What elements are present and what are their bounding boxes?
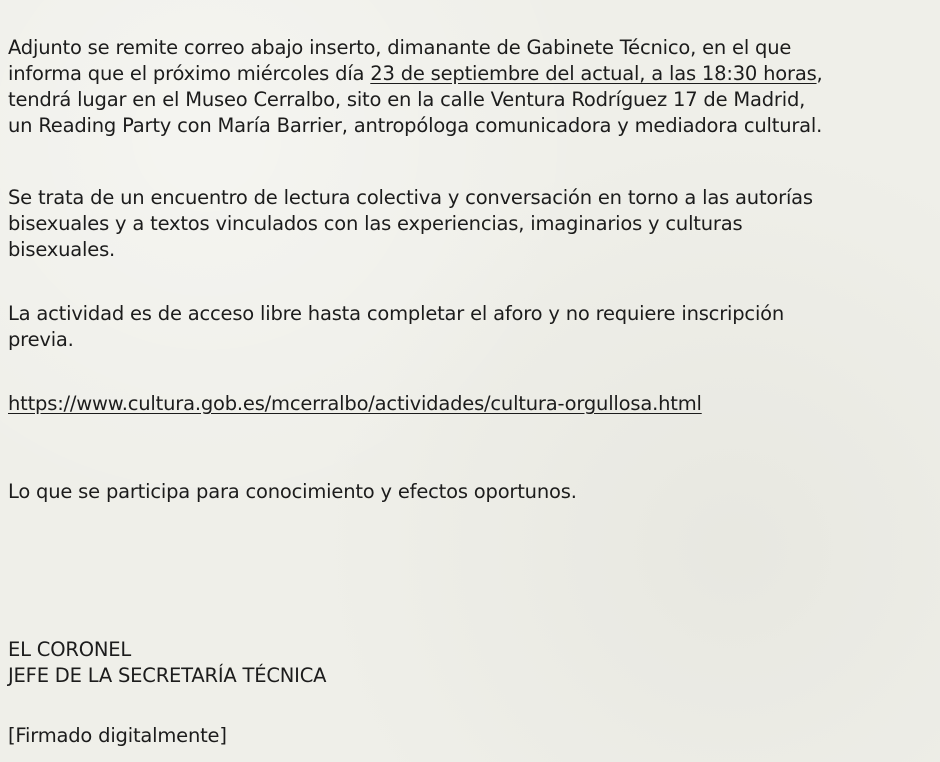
signatory-rank: EL CORONEL <box>8 638 132 661</box>
event-url-link[interactable]: https://www.cultura.gob.es/mcerralbo/actividades/cultura-orgullosa.html <box>8 392 702 415</box>
paragraph-event-announcement <box>8 35 823 139</box>
text-line: Se trata de un encuentro de lectura colectiva y conversación en torno a las autorías <box>8 186 813 209</box>
text-line: La actividad es de acceso libre hasta completar el aforo y no requiere inscripción <box>8 302 785 325</box>
text-line: previa. <box>8 328 74 351</box>
text-line: un Reading Party con María Barrier, antropóloga comunicadora y mediadora cultural. <box>8 114 823 137</box>
paragraph-link <box>8 391 702 417</box>
text-segment: , <box>816 62 823 85</box>
digital-signature-note-block <box>8 723 227 749</box>
paragraph-event-description <box>8 185 813 263</box>
signature-block <box>8 637 326 689</box>
digital-signature-note: [Firmado digitalmente] <box>8 724 227 747</box>
text-line: tendrá lugar en el Museo Cerralbo, sito en la calle Ventura Rodríguez 17 de Madrid, <box>8 88 806 111</box>
closing-text: Lo que se participa para conocimiento y efectos oportunos. <box>8 480 577 503</box>
paragraph-closing <box>8 479 577 505</box>
text-line: bisexuales y a textos vinculados con las experiencias, imaginarios y culturas <box>8 212 743 235</box>
text-line: bisexuales. <box>8 238 116 261</box>
text-segment: informa que el próximo miércoles día <box>8 62 371 85</box>
underlined-date-time: 23 de septiembre del actual, a las 18:30 horas <box>370 62 817 85</box>
signatory-title: JEFE DE LA SECRETARÍA TÉCNICA <box>8 664 327 687</box>
text-line: Adjunto se remite correo abajo inserto, dimanante de Gabinete Técnico, en el que <box>8 36 792 59</box>
paragraph-access-info <box>8 301 784 353</box>
text-line <box>8 61 823 87</box>
